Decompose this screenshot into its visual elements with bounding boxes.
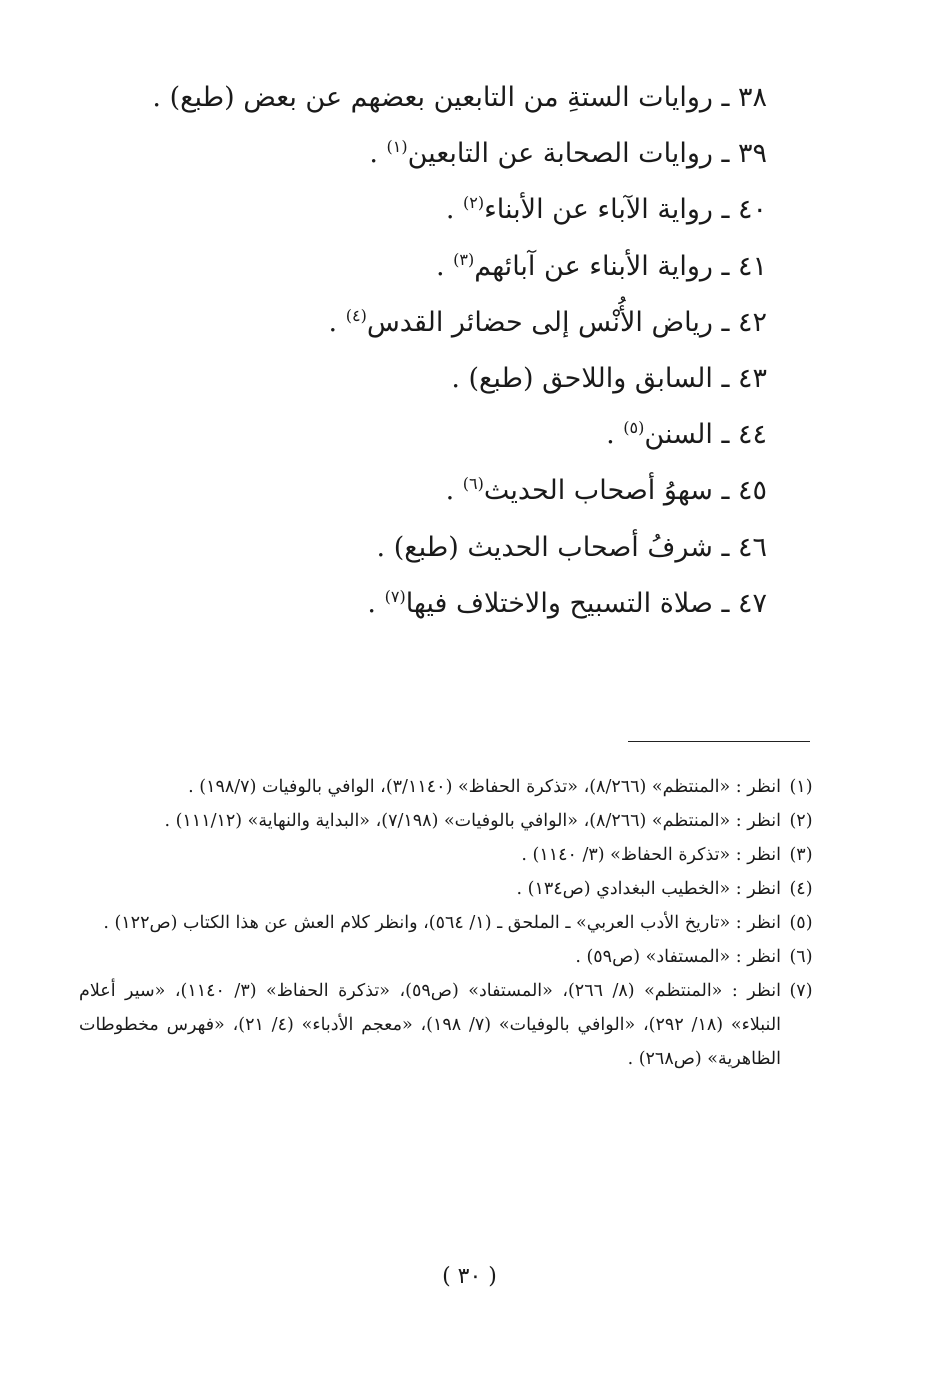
footnote-number: (٢) [789, 811, 813, 831]
footnote-number: (٦) [789, 947, 813, 967]
footnote-ref: (١) [386, 137, 408, 157]
item-text: ٣٩ ـ روايات الصحابة عن التابعين [407, 138, 767, 170]
end-mark: . [606, 419, 624, 451]
footnote-separator [628, 741, 810, 742]
item-text: ٤٣ ـ السابق واللاحق (طبع) . [451, 362, 767, 394]
end-mark: . [328, 306, 346, 338]
list-item [147, 407, 767, 463]
item-text: ٤٠ ـ رواية الآباء عن الأبناء [484, 194, 767, 226]
footnote-number: (٤) [789, 879, 813, 899]
footnote-text: انظر : «المنتظم» (٨/ ٢٦٦)، «المستفاد» (ص٥٩)، «تذكرة الحفاظ» (٣/ ١١٤٠)، «سير أعلام النبلاء» (١٨/ ٢٩٢)، «الوافي بالوفيات» (٧/ ١٩٨)، «معجم الأدباء» (٤/ ٢١)، «فهرس مخطوطات الظاهرية» (ص٢٦٨) . [79, 981, 782, 1069]
footnote-ref: (٧) [384, 586, 406, 606]
item-text: ٤٢ ـ رياض الأُنْس إلى حضائر القدس [366, 306, 767, 338]
list-item [147, 351, 767, 407]
end-mark: . [445, 194, 463, 226]
footnote [79, 804, 821, 838]
list-item [147, 182, 767, 238]
footnote-ref: (٤) [345, 305, 367, 325]
item-text: ٤٧ ـ صلاة التسبيح والاختلاف فيها [405, 587, 767, 619]
list-item [147, 295, 767, 351]
footnote-text: انظر : «الخطيب البغدادي (ص١٣٤) . [516, 879, 781, 899]
footnote-number: (٧) [789, 981, 813, 1001]
end-mark: . [367, 587, 385, 619]
item-text: ٤٥ ـ سهوُ أصحاب الحديث [483, 475, 767, 507]
footnote-text: انظر : «المستفاد» (ص٥٩) . [575, 947, 781, 967]
page-number: ( ٣٠ ) [442, 1264, 497, 1289]
footnote [79, 906, 821, 940]
footnote-ref: (٥) [623, 418, 645, 438]
end-mark: . [436, 250, 454, 282]
footnote [79, 940, 821, 974]
end-mark: . [445, 475, 463, 507]
footnote-text: انظر : «المنتظم» (٨/٢٦٦)، «تذكرة الحفاظ» (٣/١١٤٠)، الوافي بالوفيات (١٩٨/٧) . [188, 777, 781, 797]
works-list [147, 70, 767, 632]
footnote-text: انظر : «المنتظم» (٨/٢٦٦)، «الوافي بالوفيات» (٧/١٩٨)، «البداية والنهاية» (١١١/١٢) . [164, 811, 781, 831]
footnote [79, 770, 821, 804]
item-text: ٤٦ ـ شرفُ أصحاب الحديث (طبع) . [376, 531, 767, 563]
item-text: ٤٤ ـ السنن [644, 419, 767, 451]
footnote-number: (٥) [789, 913, 813, 933]
footnote-text: انظر : «تذكرة الحفاظ» (٣/ ١١٤٠) . [521, 845, 781, 865]
list-item [147, 576, 767, 632]
list-item [147, 463, 767, 519]
footnote-number: (٣) [789, 845, 813, 865]
item-text: ٤١ ـ رواية الأبناء عن آبائهم [474, 250, 767, 282]
footnote-ref: (٣) [453, 249, 475, 269]
list-item [147, 70, 767, 126]
footnote-ref: (٢) [463, 193, 485, 213]
footnote [79, 838, 821, 872]
footnote-ref: (٦) [462, 474, 484, 494]
list-item [147, 239, 767, 295]
footnote-number: (١) [789, 777, 813, 797]
item-text: ٣٨ ـ روايات الستةِ من التابعين بعضهم عن بعض (طبع) . [152, 82, 767, 113]
list-item [147, 520, 767, 576]
footnotes [79, 770, 821, 1076]
footnote-text: انظر : «تاريخ الأدب العربي» ـ الملحق ـ (١/ ٥٦٤)، وانظر كلام العش عن هذا الكتاب (ص١٢٢) . [103, 913, 781, 933]
end-mark: . [369, 138, 387, 170]
footnote [79, 872, 821, 906]
footnote [79, 974, 821, 1076]
list-item [147, 126, 767, 182]
